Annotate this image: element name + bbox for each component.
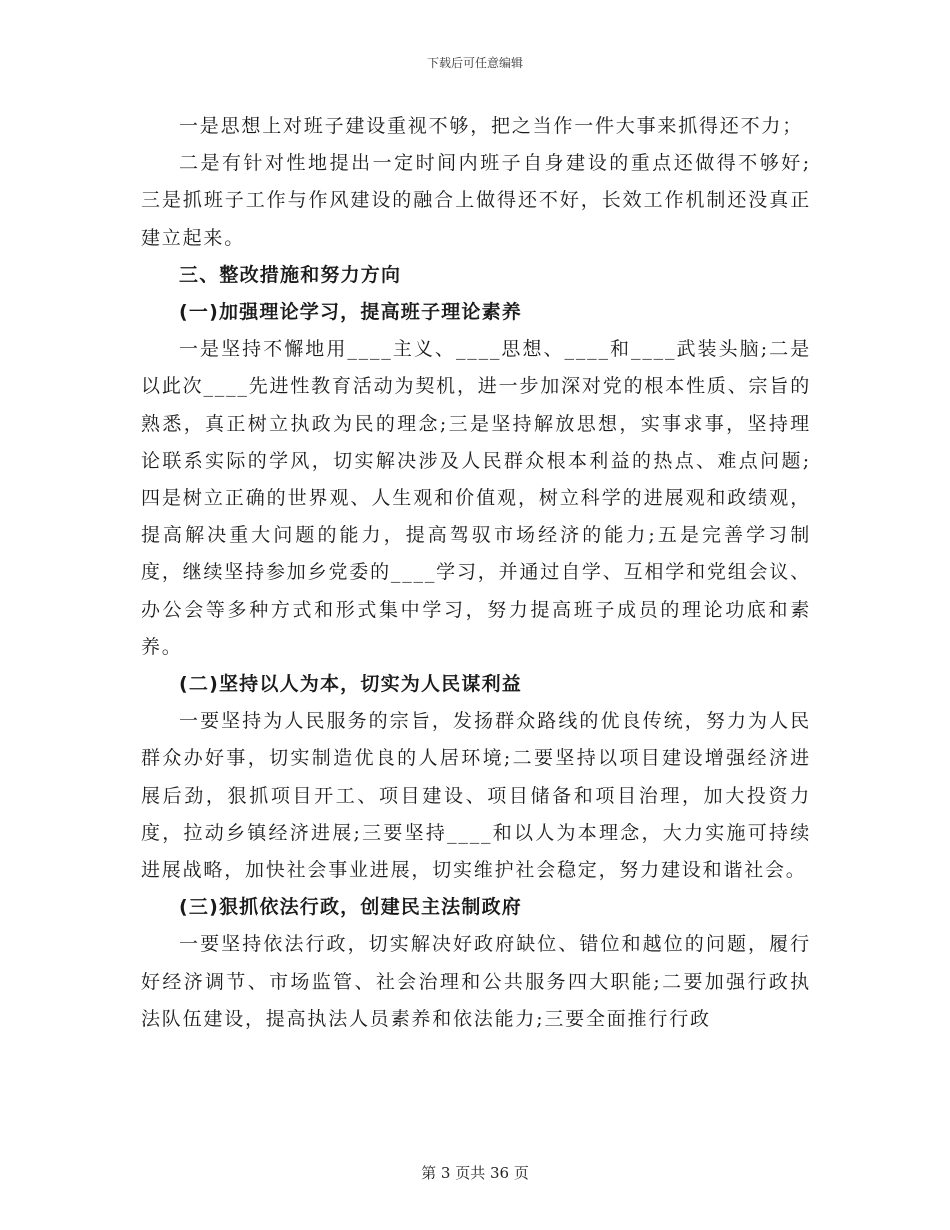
paragraph: 一要坚持依法行政，切实解决好政府缺位、错位和越位的问题，履行好经济调节、市场监管、社会治理和公共服务四大职能;二要加强行政执法队伍建设，提高执法人员素养和依法能力;三要全面推行行政	[141, 933, 811, 1030]
page-footer: 第 3 页共 36 页	[421, 1164, 529, 1182]
document-body	[141, 108, 811, 1038]
paragraph: 一要坚持为人民服务的宗旨，发扬群众路线的优良传统，努力为人民群众办好事，切实制造优良的人居环境;二要坚持以项目建设增强经济进展后劲，狠抓项目开工、项目建设、项目储备和项目治理，加大投资力度，拉动乡镇经济进展;三要坚持____和以人为本理念，大力实施可持续进展战略，加快社会事业进展，切实维护社会稳定，努力建设和谐社会。	[141, 710, 811, 882]
subsection-heading: (三)狠抓依法行政，创建民主法制政府	[179, 896, 522, 919]
paragraph: 二是有针对性地提出一定时间内班子自身建设的重点还做得不够好;三是抓班子工作与作风建设的融合上做得还不好，长效工作机制还没真正建立起来。	[141, 152, 811, 249]
paragraph: 一是坚持不懈地用____主义、____思想、____和____武装头脑;二是以此次____先进性教育活动为契机，进一步加深对党的根本性质、宗旨的熟悉，真正树立执政为民的理念;三是坚持解放思想，实事求事，坚持理论联系实际的学风，切实解决涉及人民群众根本利益的热点、难点问题;四是树立正确的世界观、人生观和价值观，树立科学的进展观和政绩观，提高解决重大问题的能力，提高驾驭市场经济的能力;五是完善学习制度，继续坚持参加乡党委的____学习，并通过自学、互相学和党组会议、办公会等多种方式和形式集中学习，努力提高班子成员的理论功底和素养。	[141, 338, 811, 658]
paragraph: 一是思想上对班子建设重视不够，把之当作一件大事来抓得还不力；	[179, 115, 804, 137]
subsection-heading: (一)加强理论学习，提高班子理论素养	[179, 301, 522, 324]
subsection-heading: (二)坚持以人为本，切实为人民谋利益	[179, 673, 522, 696]
section-heading: 三、整改措施和努力方向	[179, 263, 402, 286]
page-header: 下载后可任意编辑	[426, 56, 523, 70]
